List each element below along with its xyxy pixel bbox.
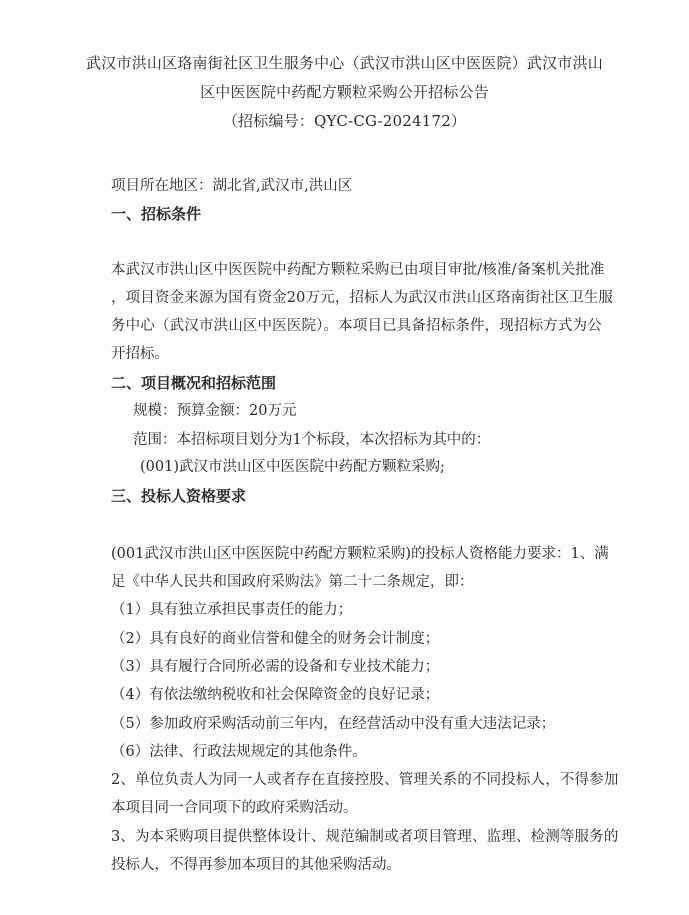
title-line-2: 区中医医院中药配方颗粒采购公开招标公告 (200, 83, 489, 101)
paragraph-line: 开招标。 (111, 346, 169, 362)
section-heading-tender-conditions: 一、招标条件 (111, 205, 202, 223)
qualification-intro-line: 足《中华人民共和国政府采购法》第二十二条规定，即： (111, 574, 474, 590)
qualification-item: （1）具有独立承担民事责任的能力； (111, 602, 353, 618)
paragraph-line: ，项目资金来源为国有资金20万元，招标人为武汉市洪山区珞南街社区卫生服 (111, 290, 614, 306)
requirement-point-2: 2、单位负责人为同一人或者存在直接控股、管理关系的不同投标人，不得参加 (111, 772, 619, 788)
qualification-item: （4）有依法缴纳税收和社会保障资金的良好记录； (111, 687, 440, 703)
requirement-point-3-cont: 投标人，不得再参加本项目的其他采购活动。 (111, 857, 401, 873)
requirement-point-2-cont: 本项目同一合同项下的政府采购活动。 (111, 800, 358, 816)
qualification-item: （2）具有良好的商业信誉和健全的财务会计制度； (111, 631, 440, 647)
qualification-item: （6）法律、行政法规规定的其他条件。 (111, 744, 367, 760)
tender-scope: 范围：本招标项目划分为1个标段，本次招标为其中的： (133, 432, 491, 448)
qualification-item: （3）具有履行合同所必需的设备和专业技术能力； (111, 659, 440, 675)
budget-scale: 规模：预算金额：20万元 (133, 403, 297, 419)
qualification-item: （5）参加政府采购活动前三年内，在经营活动中没有重大违法记录； (111, 716, 556, 732)
section-heading-bidder-qualifications: 三、投标人资格要求 (111, 487, 247, 505)
requirement-point-3: 3、为本采购项目提供整体设计、规范编制或者项目管理、监理、检测等服务的 (111, 829, 619, 845)
paragraph-line: 务中心（武汉市洪山区中医医院）。本项目已具备招标条件，现招标方式为公 (111, 318, 602, 334)
tender-number: （招标编号：QYC-CG-2024172） (222, 112, 467, 130)
qualification-intro-line: (001武汉市洪山区中医医院中药配方颗粒采购)的投标人资格能力要求：1、满 (111, 546, 609, 562)
paragraph-line: 本武汉市洪山区中医医院中药配方颗粒采购已由项目审批/核准/备案机关批准 (111, 262, 605, 278)
section-heading-project-overview: 二、项目概况和招标范围 (111, 374, 277, 392)
lot-item: (001)武汉市洪山区中医医院中药配方颗粒采购; (140, 459, 445, 475)
project-location: 项目所在地区：湖北省,武汉市,洪山区 (111, 178, 353, 194)
title-line-1: 武汉市洪山区珞南街社区卫生服务中心（武汉市洪山区中医医院）武汉市洪山 (86, 54, 603, 72)
